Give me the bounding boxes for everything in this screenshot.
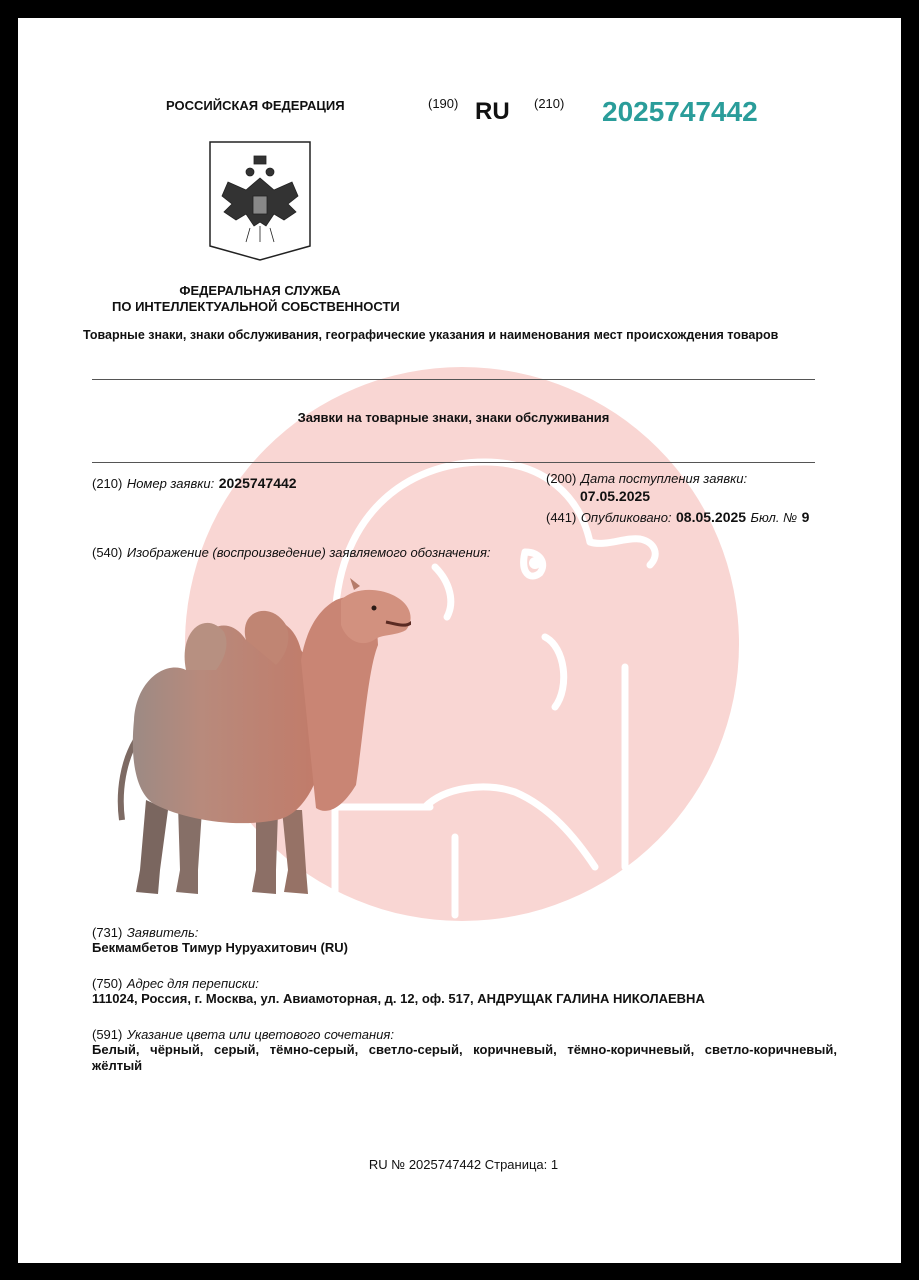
code-731: (731) [92, 925, 123, 940]
page-footer: RU № 2025747442 Страница: 1 [368, 1157, 559, 1172]
camel-image [106, 570, 411, 905]
applicant-value: Бекмамбетов Тимур Нуруахитович (RU) [92, 940, 348, 955]
document-page [18, 18, 901, 1263]
published-row [546, 509, 809, 527]
bulletin-number: 9 [801, 509, 810, 525]
published-date: 08.05.2025 [676, 509, 747, 525]
image-section-label-row [92, 544, 491, 562]
section-title: Заявки на товарные знаки, знаки обслуживания [297, 410, 610, 425]
applicant-label: Заявитель: [126, 925, 199, 940]
code-750: (750) [92, 976, 123, 991]
colors-label: Указание цвета или цветового сочетания: [126, 1027, 394, 1042]
code-190: (190) [428, 96, 459, 111]
document-number: 2025747442 [602, 96, 758, 127]
code-210: (210) [92, 476, 123, 491]
divider-bottom [92, 462, 815, 463]
bulletin-label: Бюл. № [750, 510, 798, 525]
country-name: РОССИЙСКАЯ ФЕДЕРАЦИЯ [166, 98, 345, 113]
address-label: Адрес для переписки: [126, 976, 259, 991]
coat-of-arms-icon [206, 138, 314, 263]
application-number-value: 2025747442 [218, 475, 297, 491]
application-number-row [92, 475, 297, 493]
filing-date-value: 07.05.2025 [580, 488, 651, 504]
address-value: 111024, Россия, г. Москва, ул. Авиамоторная, д. 12, оф. 517, АНДРУЩАК ГАЛИНА НИКОЛАЕВНА [92, 991, 705, 1006]
code-540: (540) [92, 545, 123, 560]
agency-line2: ПО ИНТЕЛЛЕКТУАЛЬНОЙ СОБСТВЕННОСТИ [112, 299, 400, 314]
country-code: RU [475, 98, 510, 125]
code-200: (200) [546, 471, 577, 486]
code-591: (591) [92, 1027, 123, 1042]
agency-line1: ФЕДЕРАЛЬНАЯ СЛУЖБА [179, 283, 341, 298]
document-subtitle: Товарные знаки, знаки обслуживания, географические указания и наименования мест происхождения товаров [83, 328, 779, 342]
published-label: Опубликовано: [580, 510, 672, 525]
colors-value: Белый, чёрный, серый, тёмно-серый, светло-серый, коричневый, тёмно-коричневый, светло-коричневый, жёлтый [92, 1042, 837, 1073]
code-210-header: (210) [534, 96, 565, 111]
code-441: (441) [546, 510, 577, 525]
filing-date-row [546, 470, 747, 488]
application-number-label: Номер заявки: [126, 476, 215, 491]
image-section-label: Изображение (воспроизведение) заявляемого обозначения: [126, 545, 491, 560]
divider-top [92, 379, 815, 380]
filing-date-label: Дата поступления заявки: [580, 471, 748, 486]
